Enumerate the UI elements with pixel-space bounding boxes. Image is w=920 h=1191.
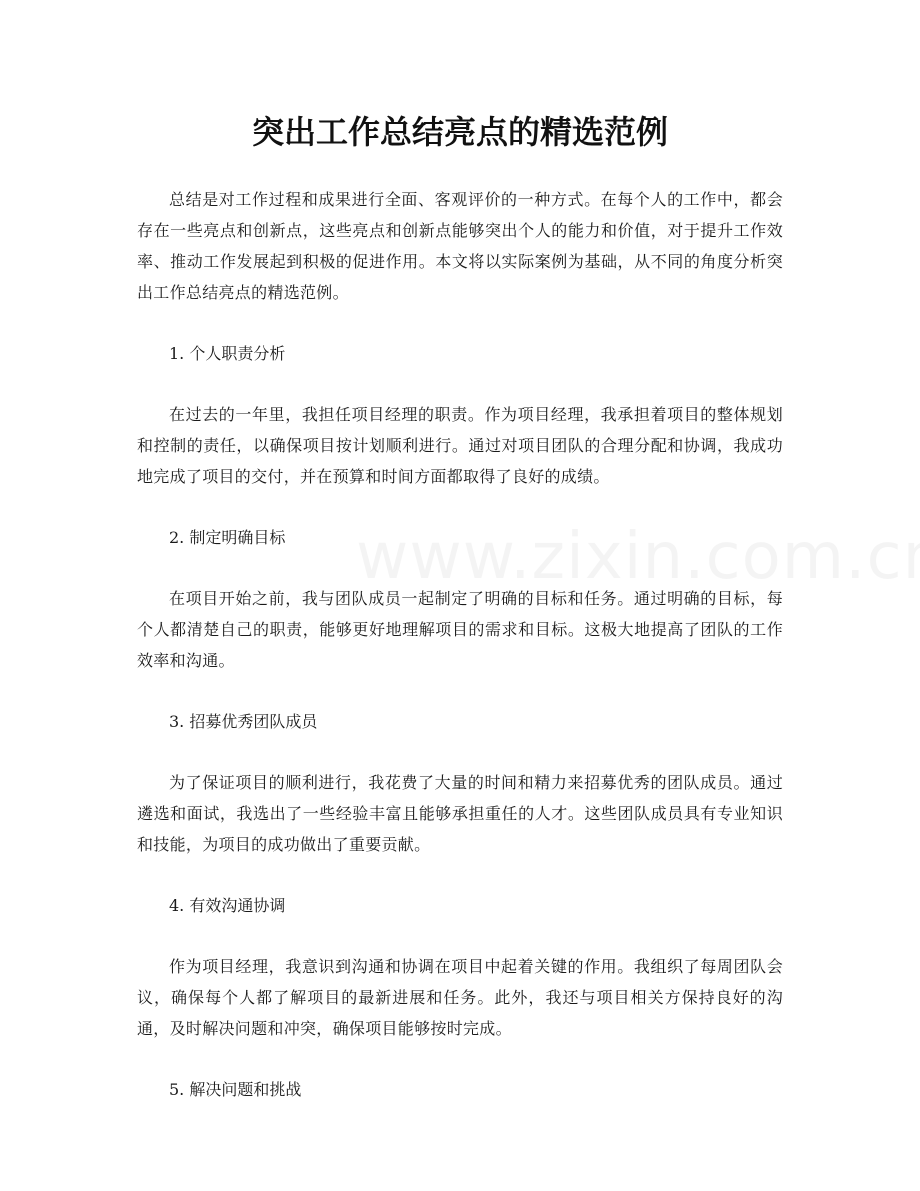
section-heading-2: 2. 制定明确目标 <box>169 528 286 547</box>
document-title: 突出工作总结亮点的精选范例 <box>251 113 668 151</box>
section-heading-5: 5. 解决问题和挑战 <box>169 1080 302 1099</box>
section-heading-4: 4. 有效沟通协调 <box>169 896 286 915</box>
document-body <box>137 184 783 1135</box>
section-heading-3: 3. 招募优秀团队成员 <box>169 712 318 731</box>
intro-paragraph: 总结是对工作过程和成果进行全面、客观评价的一种方式。在每个人的工作中，都会存在一些亮点和创新点，这些亮点和创新点能够突出个人的能力和价值，对于提升工作效率、推动工作发展起到积极的促进作用。本文将以实际案例为基础，从不同的角度分析突出工作总结亮点的精选范例。 <box>137 190 783 302</box>
section-heading-1: 1. 个人职责分析 <box>169 344 286 363</box>
section-paragraph-2: 在项目开始之前，我与团队成员一起制定了明确的目标和任务。通过明确的目标，每个人都清楚自己的职责，能够更好地理解项目的需求和目标。这极大地提高了团队的工作效率和沟通。 <box>137 589 783 670</box>
section-paragraph-4: 作为项目经理，我意识到沟通和协调在项目中起着关键的作用。我组织了每周团队会议，确保每个人都了解项目的最新进展和任务。此外，我还与项目相关方保持良好的沟通，及时解决问题和冲突，确保项目能够按时完成。 <box>137 957 783 1038</box>
section-paragraph-1: 在过去的一年里，我担任项目经理的职责。作为项目经理，我承担着项目的整体规划和控制的责任，以确保项目按计划顺利进行。通过对项目团队的合理分配和协调，我成功地完成了项目的交付，并在预算和时间方面都取得了良好的成绩。 <box>137 405 783 486</box>
section-paragraph-3: 为了保证项目的顺利进行，我花费了大量的时间和精力来招募优秀的团队成员。通过遴选和面试，我选出了一些经验丰富且能够承担重任的人才。这些团队成员具有专业知识和技能，为项目的成功做出了重要贡献。 <box>137 773 783 854</box>
